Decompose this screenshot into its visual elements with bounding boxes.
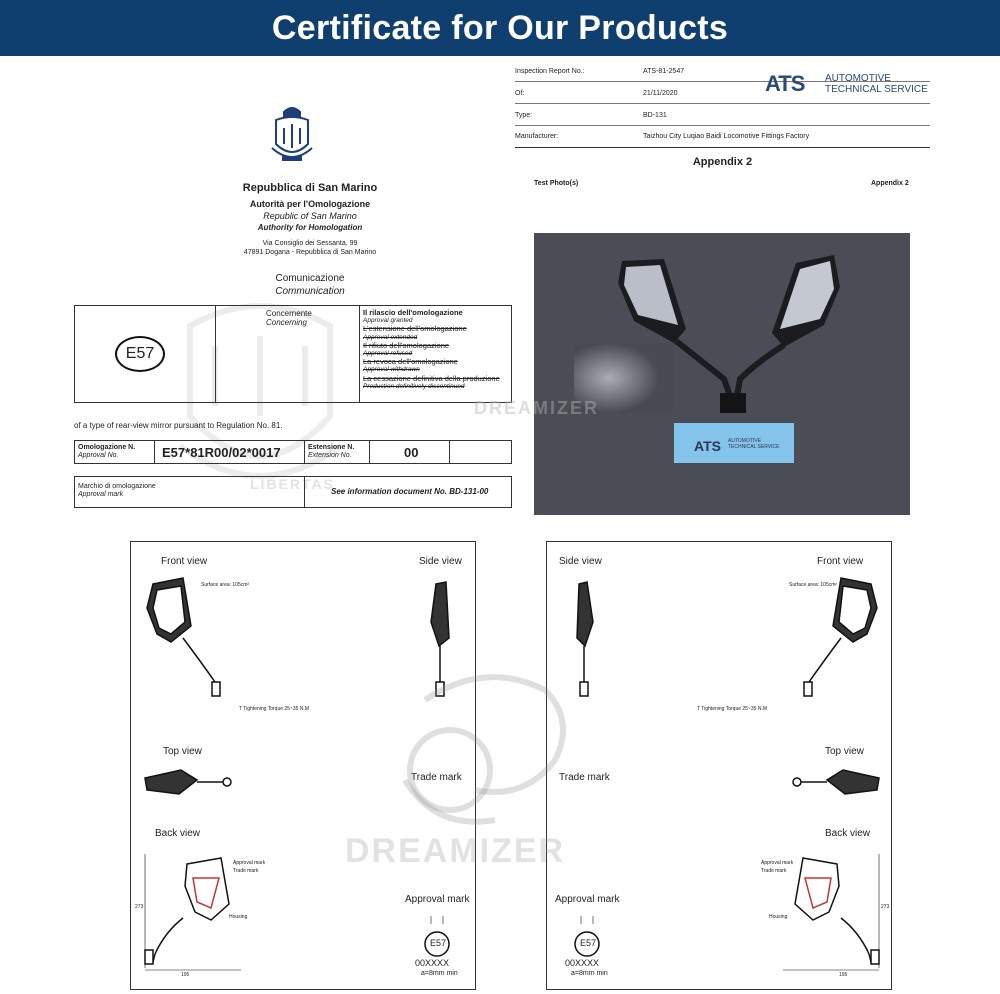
concerning-cell [216, 306, 360, 402]
information-document-note: See information document No. BD-131-00 [331, 487, 489, 496]
libertas-watermark: LIBERTAS [250, 476, 335, 492]
ats-company-name [825, 73, 955, 95]
approval-mark-code: 00XXXX [415, 958, 450, 968]
divider [515, 103, 930, 104]
san-marino-emblem-icon [268, 104, 316, 166]
communication-it: Comunicazione [275, 273, 345, 284]
horse-watermark-icon [365, 660, 605, 840]
approval-mark-label: Approval mark [405, 894, 470, 905]
side-view-label: Side view [559, 556, 602, 567]
inspection-report [474, 56, 1000, 536]
appendix-small-label: Appendix 2 [871, 180, 909, 187]
divider [515, 147, 930, 148]
dreamizer-watermark: DREAMIZER [345, 832, 566, 870]
height-dimension: 273 [135, 904, 144, 910]
surface-area-note: Surface area: 105cm² [201, 582, 250, 588]
trade-mark-annotation: Trade mark [233, 868, 259, 874]
approval-mark-size: a=8mm min [421, 970, 458, 977]
address-line-2: 47891 Dogana - Repubblica di San Marino [243, 249, 377, 256]
communication-en: Communication [275, 286, 345, 297]
divider [515, 125, 930, 126]
trade-mark-label: Trade mark [411, 772, 462, 783]
approval-mark-label-en: Approval mark [78, 491, 124, 498]
option-refused-en: Approval refused [363, 350, 413, 358]
republic-title: Repubblica di San Marino [242, 182, 378, 194]
concerning-en: Concerning [266, 318, 307, 327]
card-ats-logo: ATS [694, 438, 721, 454]
approval-status-table [74, 305, 512, 403]
approval-no-label-en: Approval No. [78, 452, 119, 459]
width-dimension: 195 [181, 972, 190, 978]
extension-value-cell [370, 441, 450, 463]
top-view-label: Top view [825, 746, 864, 757]
extension-label-cell [305, 441, 370, 463]
trade-mark-label: Trade mark [559, 772, 610, 783]
extension-label-en: Extension No. [308, 452, 352, 459]
width-dimension: 195 [839, 972, 848, 978]
authority-en: Authority for Homologation [257, 223, 363, 232]
type-label: Type: [515, 112, 533, 119]
option-withdrawn-en: Approval withdrawn [363, 366, 420, 374]
option-granted-it: Il rilascio dell'omologazione [363, 308, 463, 317]
approval-mark-annotation: Approval mark [761, 860, 794, 866]
manufacturer-label: Manufacturer: [515, 133, 559, 140]
type-value: BD-131 [643, 112, 667, 119]
approval-mark-e57: E57 [430, 938, 447, 948]
side-view-label: Side view [419, 556, 462, 567]
photo-watermark: DREAMIZER [474, 398, 599, 418]
republic-en: Republic of San Marino [263, 211, 357, 221]
san-marino-certificate [0, 56, 515, 526]
option-discontinued-it: La cessazione definitiva della produzione [363, 373, 500, 383]
concerning-it: Concernente [266, 309, 312, 318]
test-photos-label: Test Photo(s) [534, 180, 579, 187]
approval-mark-size: a=8mm min [571, 970, 608, 977]
report-no-label: Inspection Report No.: [515, 68, 585, 75]
mark-cell [75, 306, 216, 402]
extension-number: 00 [404, 445, 419, 460]
option-extended-en: Approval extended [363, 333, 418, 341]
approval-mark-table [74, 476, 512, 508]
appendix-title: Appendix 2 [692, 156, 753, 168]
mirror-photo-icon [534, 233, 910, 515]
front-view-label: Front view [817, 556, 864, 567]
option-extended-it: L'estensione dell'omologazione [363, 324, 467, 334]
approval-no-value-cell [155, 441, 305, 463]
housing-annotation: Housing [769, 914, 788, 920]
trade-mark-annotation: Trade mark [761, 868, 787, 874]
surface-area-note: Surface area: 105cm² [789, 582, 838, 588]
approval-number-table [74, 440, 512, 464]
report-no-value: ATS-81-2547 [643, 68, 685, 75]
manufacturer-value: Taizhou City Luqiao Baidi Locomotive Fittings Factory [643, 133, 810, 140]
card-ats-text [728, 438, 779, 450]
top-view-label: Top view [163, 746, 202, 757]
option-granted-en: Approval granted [363, 317, 413, 325]
ats-line-2: TECHNICAL SERVICE [825, 84, 928, 95]
torque-note: T Tightening Torque 25~35 N.M [697, 706, 767, 712]
extension-label-it: Estensione N. [308, 444, 355, 451]
e57-mark: E57 [115, 336, 165, 372]
option-discontinued-en: Production definitively discontinued [363, 382, 465, 390]
option-withdrawn-it: La revoca dell'omologazione [363, 357, 458, 367]
authority-it: Autorità per l'Omologazione [249, 199, 371, 209]
of-label: Of: [515, 90, 525, 97]
back-view-label: Back view [825, 828, 871, 839]
approval-no-label-it: Omologazione N. [78, 444, 136, 451]
ats-line-1: AUTOMOTIVE [825, 73, 891, 84]
of-date: 21/11/2020 [643, 90, 678, 97]
height-dimension: 273 [881, 904, 890, 910]
approval-options [363, 309, 511, 391]
approval-no-label-cell [75, 441, 155, 463]
housing-annotation: Housing [229, 914, 248, 920]
back-view-label: Back view [155, 828, 201, 839]
approval-mark-code: 00XXXX [565, 958, 600, 968]
approval-number: E57*81R00/02*0017 [162, 445, 281, 460]
test-photo [474, 233, 910, 515]
card-line-1: AUTOMOTIVE [728, 438, 761, 444]
approval-mark-e57: E57 [580, 938, 597, 948]
approval-mark-label: Approval mark [555, 894, 620, 905]
ats-logo: ATS [765, 71, 805, 96]
approval-mark-label-cell [75, 477, 305, 507]
card-line-2: TECHNICAL SERVICE [728, 444, 780, 450]
approval-mark-label-it: Marchio di omologazione [78, 483, 156, 490]
option-refused-it: Il rifiuto dell'omologazione [363, 340, 450, 350]
front-view-label: Front view [161, 556, 208, 567]
address-line-1: Via Consiglio dei Sessanta, 99 [262, 240, 358, 247]
approval-mark-annotation: Approval mark [233, 860, 266, 866]
page-banner: Certificate for Our Products [0, 0, 1000, 56]
regulation-line: of a type of rear-view mirror pursuant to Regulation No. 81. [74, 421, 283, 430]
torque-note: T Tightening Torque 25~35 N.M [239, 706, 309, 712]
